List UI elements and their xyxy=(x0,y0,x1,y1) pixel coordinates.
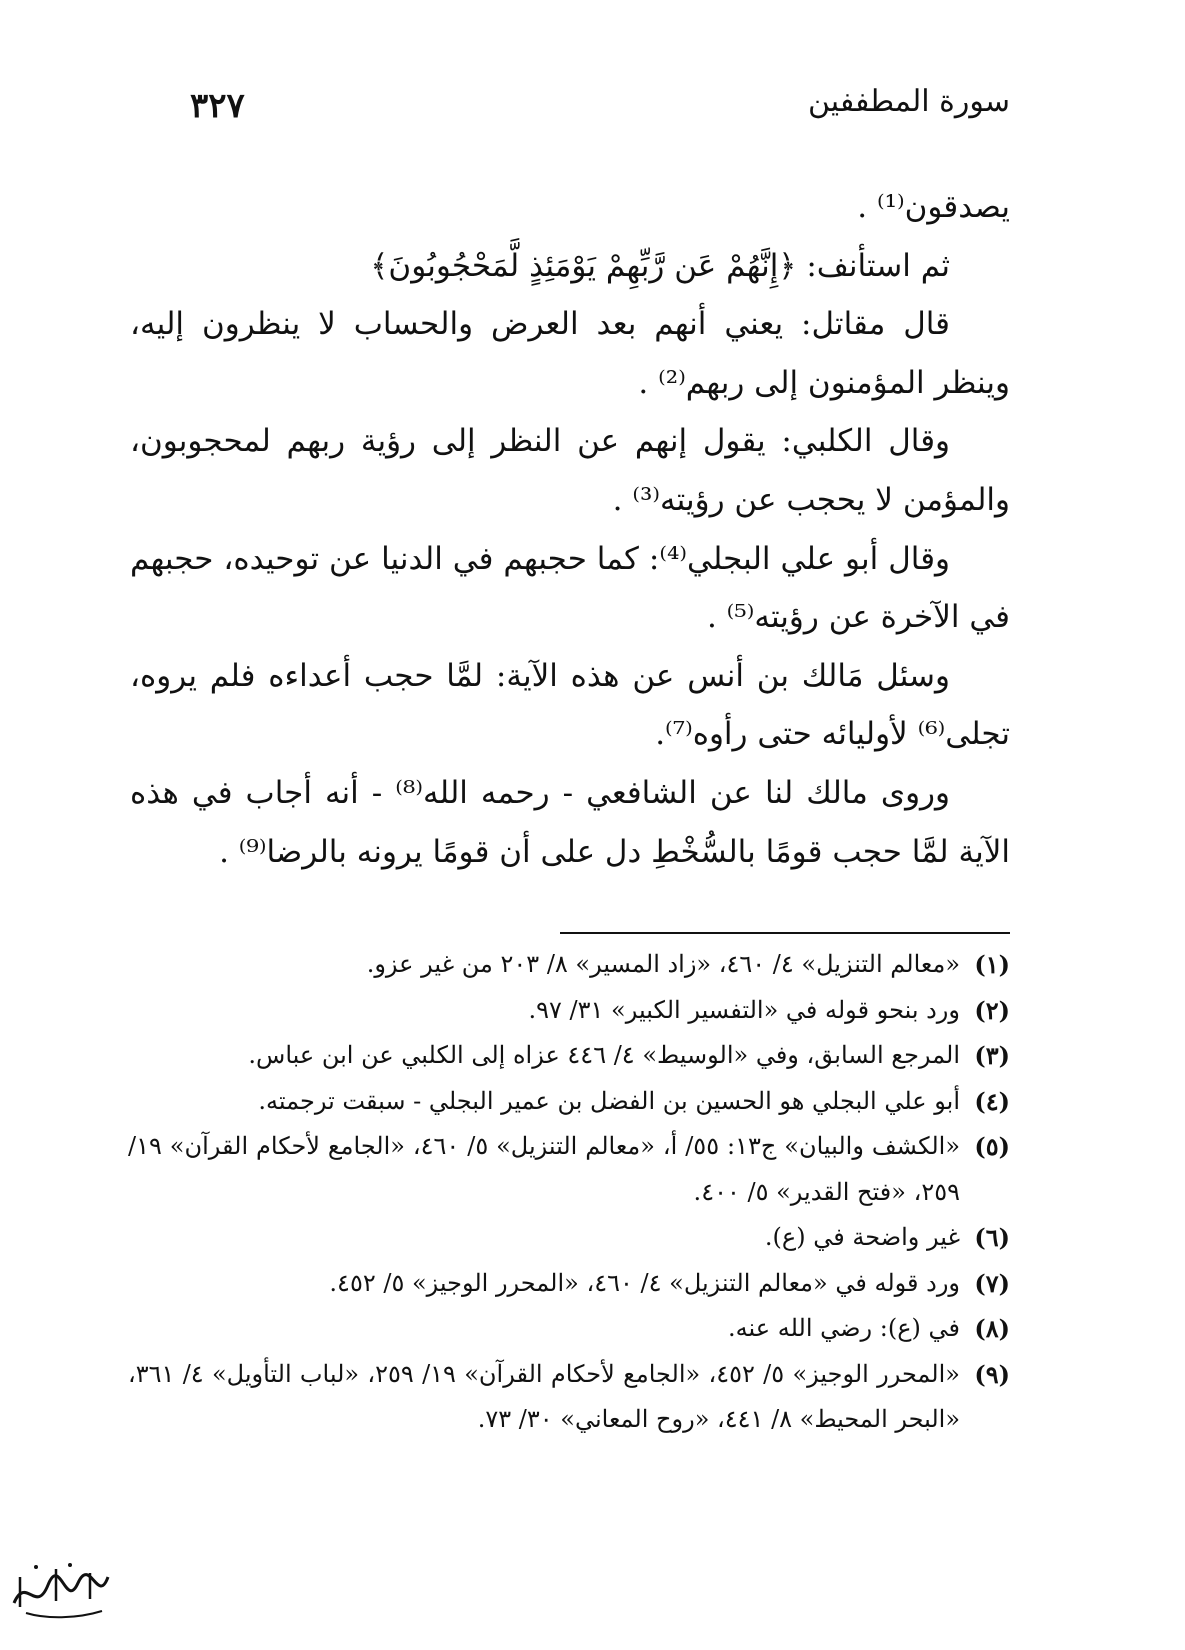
footnote-text: «المحرر الوجيز» ٥/ ٤٥٢، «الجامع لأحكام القرآن» ١٩/ ٢٥٩، «لباب التأويل» ٤/ ٣٦١، «البحر المحيط» ٨/ ٤٤١، «روح المعاني» ٣٠/ ٧٣. xyxy=(128,1359,960,1433)
calligraphy-logo-icon xyxy=(6,1555,116,1625)
footnote xyxy=(128,1033,1010,1079)
paragraph-shafii: وروى مالك لنا عن الشافعي - رحمه الله⁽⁸⁾ - أنه أجاب في هذه الآية لمَّا حجب قومًا بالسُّخْطِ دل على أن قومًا يرونه بالرضا⁽⁹⁾ . xyxy=(130,774,1010,870)
paragraph-bajali: وقال أبو علي البجلي⁽⁴⁾: كما حجبهم في الدنيا عن توحيده، حجبهم في الآخرة عن رؤيته⁽⁵⁾ . xyxy=(130,540,1010,636)
paragraph-1: يصدقون⁽¹⁾ . xyxy=(857,189,1010,225)
footnote xyxy=(128,1261,1010,1307)
footnote-text: ورد قوله في «معالم التنزيل» ٤/ ٤٦٠، «المحرر الوجيز» ٥/ ٤٥٢. xyxy=(329,1268,960,1297)
footnotes-section xyxy=(128,942,1010,1443)
footnote xyxy=(128,988,1010,1034)
footnote-text: غير واضحة في (ع). xyxy=(764,1223,960,1251)
footnote-number: (٦) xyxy=(974,1223,1010,1252)
footnote-divider xyxy=(560,932,1010,934)
footnote-text: ورد بنحو قوله في «التفسير الكبير» ٣١/ ٩٧. xyxy=(528,995,960,1024)
footnote-number: (٣) xyxy=(974,1041,1010,1070)
footnote-number: (١) xyxy=(974,950,1010,979)
paragraph-muqatil: قال مقاتل: يعني أنهم بعد العرض والحساب لا ينظرون إليه، وينظر المؤمنون إلى ربهم⁽²⁾ . xyxy=(130,306,1010,401)
footnote-text: «الكشف والبيان» ج١٣: ٥٥/ أ، «معالم التنزيل» ٥/ ٤٦٠، «الجامع لأحكام القرآن» ١٩/ ٢٥٩، «فتح القدير» ٥/ ٤٠٠. xyxy=(128,1132,961,1206)
footnote-text: أبو علي البجلي هو الحسين بن الفضل بن عمير البجلي - سبقت ترجمته. xyxy=(258,1086,960,1115)
footnote xyxy=(128,1215,1010,1261)
page-header xyxy=(190,84,1010,134)
footnote xyxy=(128,1352,1010,1443)
paragraph-malik: وسئل مَالك بن أنس عن هذه الآية: لمَّا حجب أعداءه فلم يروه، تجلى⁽⁶⁾ لأوليائه حتى رأوه⁽⁷⁾. xyxy=(130,657,1010,753)
surah-title: سورة المطففين xyxy=(807,84,1010,119)
page-number: ٣٢٧ xyxy=(190,86,245,126)
footnote-number: (٨) xyxy=(974,1314,1010,1343)
footnote-number: (٥) xyxy=(974,1132,1010,1161)
footnote-number: (٢) xyxy=(974,995,1010,1025)
footnote-number: (٤) xyxy=(974,1086,1010,1116)
footnote xyxy=(128,1124,1010,1215)
main-text xyxy=(130,178,1010,881)
footnote-number: (٧) xyxy=(974,1268,1010,1298)
paragraph-quran-verse: ثم استأنف: ﴿إِنَّهُمْ عَن رَّبِّهِمْ يَوْمَئِذٍ لَّمَحْجُوبُونَ﴾ xyxy=(370,247,950,284)
calligraphy-logo-svg xyxy=(6,1555,116,1625)
paragraph-kalbi: وقال الكلبي: يقول إنهم عن النظر إلى رؤية ربهم لمحجوبون، والمؤمن لا يحجب عن رؤيته⁽³⁾ . xyxy=(130,423,1010,518)
footnote-text: المرجع السابق، وفي «الوسيط» ٤/ ٤٤٦ عزاه إلى الكلبي عن ابن عباس. xyxy=(248,1041,960,1069)
footnote-text: في (ع): رضي الله عنه. xyxy=(728,1314,960,1342)
footnote-text: «معالم التنزيل» ٤/ ٤٦٠، «زاد المسير» ٨/ ٢٠٣ من غير عزو. xyxy=(366,950,960,978)
footnote xyxy=(128,942,1010,988)
footnote xyxy=(128,1306,1010,1352)
footnote-number: (٩) xyxy=(974,1359,1010,1389)
footnote xyxy=(128,1079,1010,1125)
